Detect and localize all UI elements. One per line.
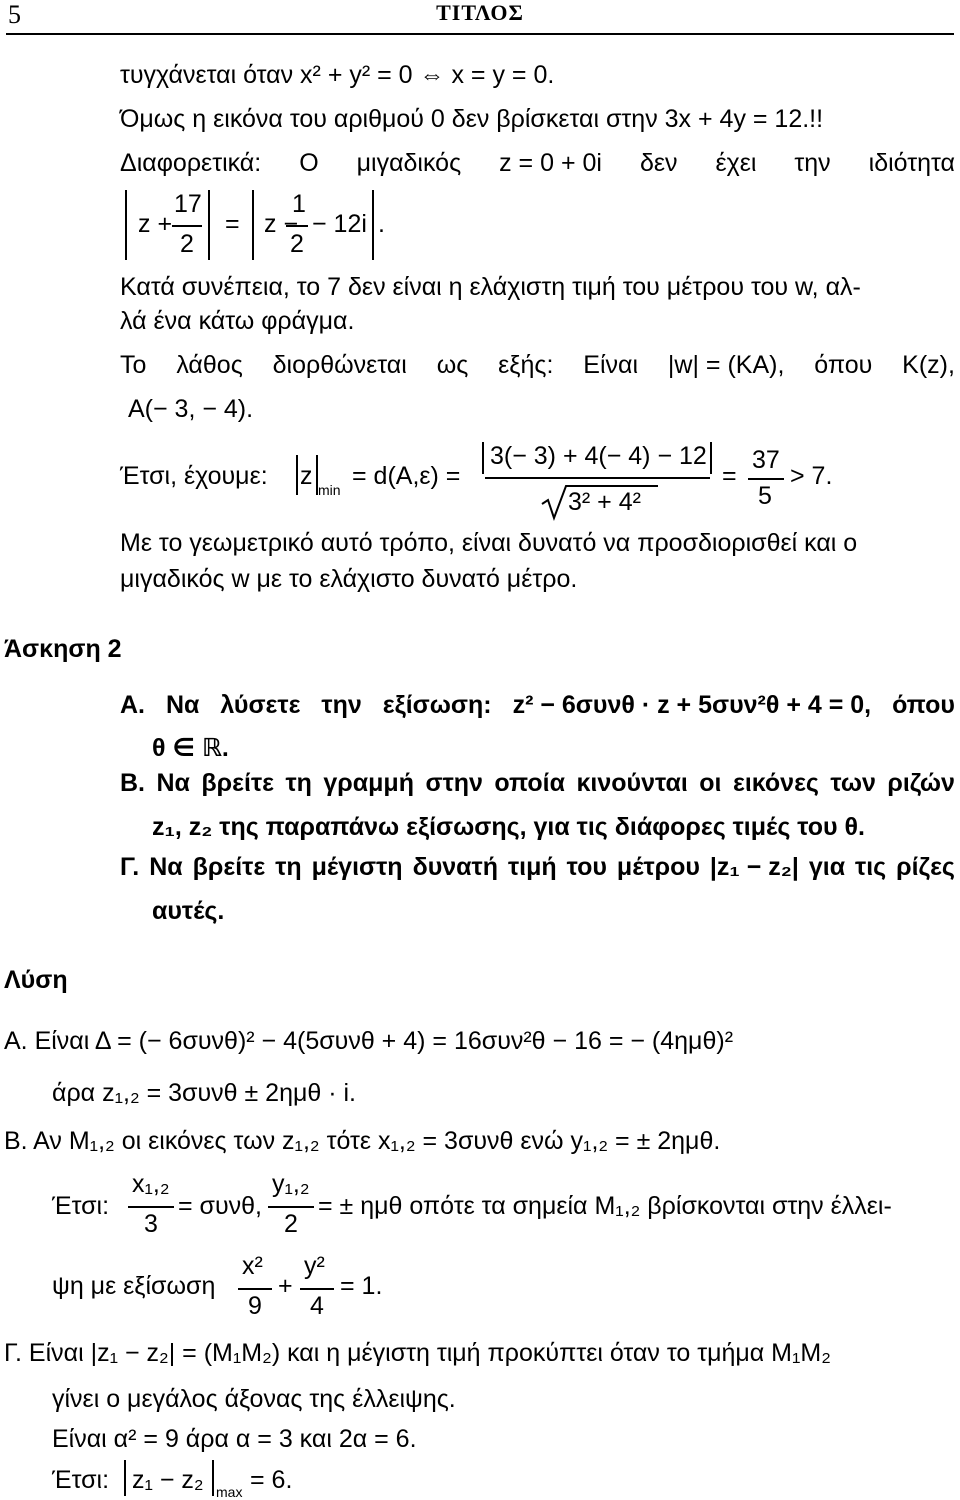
fraction-denominator: 2	[180, 230, 194, 258]
fraction-numerator: x²	[242, 1252, 263, 1280]
word: κινούνται	[576, 769, 688, 797]
word: ως	[436, 351, 469, 379]
fraction-bar	[172, 225, 202, 227]
word: Να	[149, 853, 183, 881]
text-line-9: μιγαδικός w με το ελάχιστο δυνατό μέτρο.	[120, 565, 578, 593]
word: μέτρου	[616, 853, 700, 881]
fraction-denominator: 9	[248, 1292, 262, 1320]
word: οποία	[494, 769, 565, 797]
word: Α.	[120, 691, 145, 719]
word: Να	[165, 691, 200, 719]
abs-bar	[482, 442, 484, 474]
word: μιγαδικός	[356, 149, 462, 177]
fraction-bar	[128, 1206, 174, 1208]
text-line-8: Με το γεωμετρικό αυτό τρόπο, είναι δυνατό να προσδιορισθεί και ο	[120, 529, 858, 557]
exercise-part-c-line2: αυτές.	[152, 897, 225, 925]
abs-bar	[372, 190, 374, 260]
fraction-bar	[268, 1206, 314, 1208]
solution-c-line1: Γ. Είναι |z₁ − z₂| = (M₁M₂) και η μέγιστη τιμή προκύπτει όταν το τμήμα M₁M₂	[4, 1339, 831, 1367]
fraction-bar	[286, 225, 308, 227]
fraction-denominator: 3² + 4²	[568, 488, 641, 516]
word: |z₁ − z₂|	[709, 853, 799, 881]
word: z = 0 + 0i	[499, 149, 602, 177]
eq-term: = 1.	[340, 1272, 383, 1300]
header-rule	[6, 33, 954, 35]
abs-bar	[710, 442, 712, 474]
word: ιδιότητα	[868, 149, 955, 177]
word: τη	[275, 853, 302, 881]
solution-c-line2: γίνει ο μεγάλος άξονας της έλλειψης.	[52, 1385, 456, 1413]
fraction-bar	[748, 478, 784, 480]
text-line-2: Όμως η εικόνα του αριθμού 0 δεν βρίσκεται στην 3x + 4y = 12.!!	[120, 105, 824, 133]
word: μέγιστη	[311, 853, 403, 881]
text-line-5: λά ένα κάτω φράγμα.	[120, 307, 355, 335]
solution-b-line1: Β. Αν M₁,₂ οι εικόνες των z₁,₂ τότε x₁,₂ = 3συνθ ενώ y₁,₂ = ± 2ημθ.	[4, 1127, 721, 1155]
word: βρείτε	[192, 853, 266, 881]
word: Γ.	[120, 853, 140, 881]
word: τιμή	[507, 853, 557, 881]
word: όπου	[892, 691, 955, 719]
eq-prefix: Έτσι, έχουμε:	[120, 462, 268, 490]
fraction-numerator: y²	[304, 1252, 325, 1280]
word: ριζών	[887, 769, 955, 797]
word: την	[321, 691, 362, 719]
abs-bar	[208, 190, 210, 260]
text-line-7: A(− 3, − 4).	[128, 395, 254, 423]
page-header-title: ΤΙΤΛΟΣ	[436, 0, 524, 25]
solution-c-line3: Είναι α² = 9 άρα α = 3 και 2α = 6.	[52, 1425, 417, 1453]
word: τις	[855, 853, 887, 881]
eq-prefix: ψη με εξίσωση	[52, 1272, 216, 1300]
fraction-bar	[300, 1288, 334, 1290]
eq-term: z	[300, 462, 313, 490]
word: Το	[120, 351, 147, 379]
word: Διαφορετικά:	[120, 149, 262, 177]
abs-bar	[124, 1460, 126, 1496]
fraction-denominator: 5	[758, 482, 772, 510]
word: διορθώνεται	[272, 351, 407, 379]
text-line-4: Κατά συνέπεια, το 7 δεν είναι η ελάχιστη τιμή του μέτρου του w, αλ-	[120, 273, 861, 301]
fraction-numerator: 37	[752, 446, 780, 474]
eq-prefix: Έτσι:	[52, 1192, 110, 1220]
eq-term: .	[378, 210, 385, 238]
fraction-denominator: 2	[284, 1210, 298, 1238]
word: για	[808, 853, 846, 881]
eq-term: z₁ − z₂	[132, 1466, 204, 1494]
fraction-denominator: 3	[144, 1210, 158, 1238]
solution-a-line2: άρα z₁,₂ = 3συνθ ± 2ημθ · i.	[52, 1079, 357, 1107]
solution-a-line1: Α. Είναι Δ = (− 6συνθ)² − 4(5συνθ + 4) = 16συν²θ − 16 = − (4ημθ)²	[4, 1027, 734, 1055]
eq-term: = συνθ,	[178, 1192, 262, 1220]
fraction-numerator: 3(− 3) + 4(− 4) − 12	[490, 442, 707, 470]
eq-sign: =	[225, 210, 240, 238]
word: εξής:	[498, 351, 554, 379]
fraction-bar	[485, 477, 710, 479]
word: εξίσωση:	[382, 691, 492, 719]
fraction-bar	[238, 1288, 272, 1290]
subscript-min: min	[318, 482, 341, 498]
word: τη	[285, 769, 312, 797]
word: εικόνες	[732, 769, 819, 797]
word: βρείτε	[201, 769, 274, 797]
text-line-3	[120, 148, 955, 178]
page-number: 5	[8, 0, 21, 29]
word: των	[830, 769, 876, 797]
word: Ο	[299, 149, 319, 177]
eq-term: z +	[138, 210, 173, 238]
exercise-part-b	[120, 768, 955, 798]
eq-term: − 12i	[312, 210, 367, 238]
eq-term: z −	[264, 210, 299, 238]
word: Είναι	[583, 351, 639, 379]
solution-heading: Λύση	[4, 966, 68, 994]
word: |w| = (ΚΑ),	[667, 351, 785, 379]
eq-sign: =	[722, 462, 737, 490]
eq-prefix: Έτσι:	[52, 1466, 110, 1494]
abs-bar	[252, 190, 254, 260]
word: έχει	[715, 149, 757, 177]
fraction-numerator: 17	[174, 190, 202, 218]
exercise-part-c	[120, 852, 955, 882]
fraction-denominator: 4	[310, 1292, 324, 1320]
word: δεν	[639, 149, 678, 177]
word: όπου	[814, 351, 873, 379]
abs-bar	[212, 1460, 214, 1496]
word: στην	[425, 769, 483, 797]
eq-term: = 6.	[250, 1466, 293, 1494]
word: την	[794, 149, 831, 177]
text-line-1: τυγχάνεται όταν x² + y² = 0 ⇔ x = y = 0.	[120, 61, 555, 89]
abs-bar	[296, 455, 298, 495]
word: γραμμή	[323, 769, 414, 797]
word: Να	[156, 769, 190, 797]
word: z² − 6συνθ · z + 5συν²θ + 4 = 0,	[512, 691, 872, 719]
fraction-numerator: 1	[292, 190, 306, 218]
eq-term: = d(A,ε) =	[352, 462, 461, 490]
word: ρίζες	[896, 853, 955, 881]
word: του	[566, 853, 607, 881]
word: λάθος	[176, 351, 243, 379]
fraction-numerator: x₁,₂	[132, 1170, 170, 1198]
word: K(z),	[902, 351, 955, 379]
fraction-numerator: y₁,₂	[272, 1170, 310, 1198]
word: δυνατή	[412, 853, 498, 881]
eq-term: = ± ημθ οπότε τα σημεία M₁,₂ βρίσκονται στην έλλει-	[318, 1192, 892, 1220]
exercise-part-a	[120, 690, 955, 720]
word: Β.	[120, 769, 145, 797]
eq-term: > 7.	[790, 462, 833, 490]
fraction-denominator: 2	[290, 230, 304, 258]
subscript-max: max	[216, 1484, 243, 1500]
word: λύσετε	[220, 691, 301, 719]
abs-bar	[125, 190, 127, 260]
word: οι	[699, 769, 722, 797]
exercise-heading: Άσκηση 2	[4, 635, 122, 663]
exercise-part-a-line2: θ ∈ ℝ.	[152, 734, 229, 762]
exercise-part-b-line2: z₁, z₂ της παραπάνω εξίσωσης, για τις διάφορες τιμές του θ.	[152, 813, 865, 841]
eq-sign: +	[278, 1272, 293, 1300]
text-line-6	[120, 350, 955, 380]
